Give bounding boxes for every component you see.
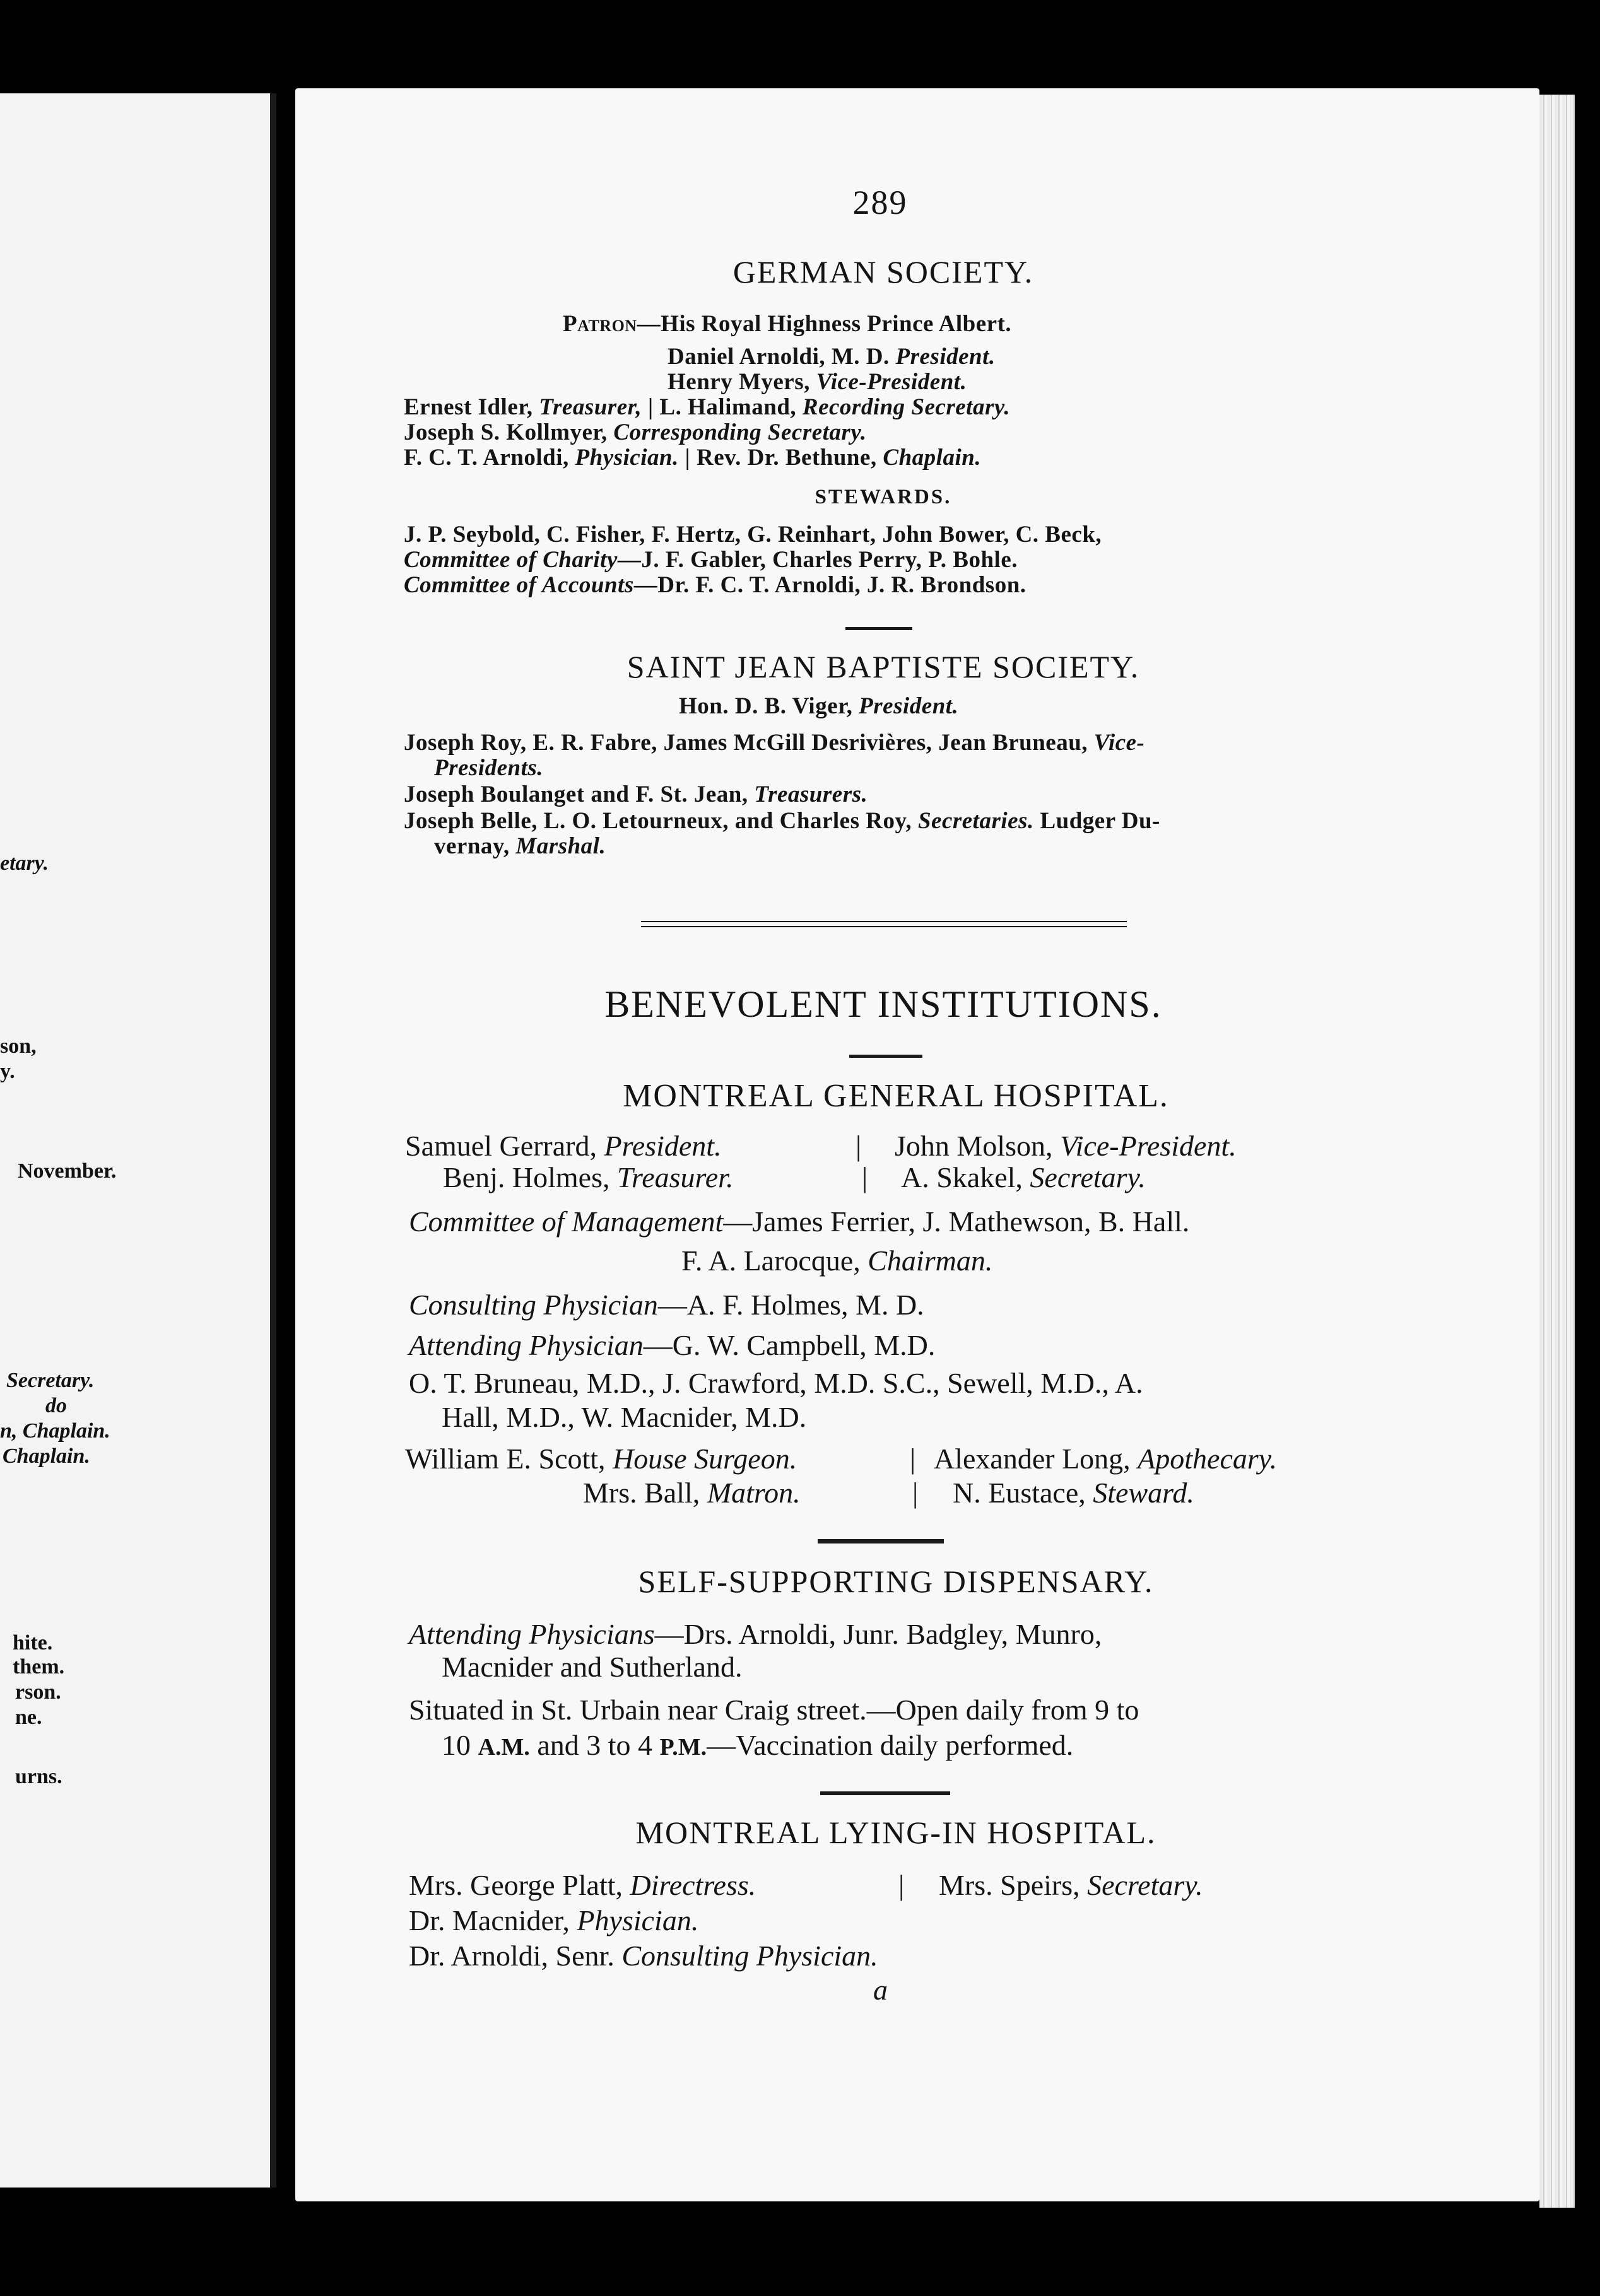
column-divider: | bbox=[862, 1161, 868, 1193]
double-rule-top bbox=[641, 921, 1127, 922]
committee-of-charity: Committee of Charity—J. F. Gabler, Charles Perry, P. Bohle. bbox=[404, 547, 1018, 573]
column-divider: | bbox=[910, 1443, 916, 1475]
column-divider: | bbox=[898, 1869, 905, 1901]
left-fragment: do bbox=[45, 1394, 67, 1417]
left-fragment: Secretary. bbox=[6, 1369, 95, 1392]
mlih-directress: Mrs. George Platt, Directress. bbox=[409, 1869, 756, 1901]
left-fragment: son, bbox=[0, 1034, 37, 1058]
left-fragment: rson. bbox=[15, 1680, 61, 1704]
left-fragment: y. bbox=[0, 1060, 15, 1083]
left-fragment: hite. bbox=[13, 1631, 53, 1655]
section-title-montreal-lying-in-hospital: MONTREAL LYING-IN HOSPITAL. bbox=[635, 1815, 1156, 1850]
ssd-attending-physicians-cont: Macnider and Sutherland. bbox=[442, 1651, 743, 1683]
german-president: Daniel Arnoldi, M. D. President. bbox=[668, 344, 996, 370]
sjb-treasurers: Joseph Boulanget and F. St. Jean, Treasurers. bbox=[404, 782, 868, 807]
mgh-physicians-line1: O. T. Bruneau, M.D., J. Crawford, M.D. S.C., Sewell, M.D., A. bbox=[409, 1367, 1143, 1399]
mgh-apothecary: Alexander Long, Apothecary. bbox=[934, 1443, 1278, 1475]
left-fragment: November. bbox=[18, 1159, 117, 1183]
mgh-chairman: F. A. Larocque, Chairman. bbox=[681, 1245, 993, 1277]
left-fragment: urns. bbox=[15, 1765, 62, 1788]
left-fragment: n, Chaplain. bbox=[0, 1419, 110, 1443]
mgh-matron: Mrs. Ball, Matron. bbox=[583, 1477, 801, 1509]
mlih-consulting-physician: Dr. Arnoldi, Senr. Consulting Physician. bbox=[409, 1940, 878, 1972]
left-fragment: them. bbox=[13, 1655, 65, 1678]
left-fragment: etary. bbox=[0, 852, 49, 875]
mgh-vice-president: John Molson, Vice-President. bbox=[895, 1130, 1237, 1162]
page-edge bbox=[1539, 95, 1575, 2208]
german-corresponding-secretary: Joseph S. Kollmyer, Corresponding Secretary. bbox=[404, 419, 867, 445]
mgh-president: Samuel Gerrard, President. bbox=[405, 1130, 722, 1162]
mgh-house-surgeon: William E. Scott, House Surgeon. bbox=[405, 1443, 797, 1475]
mgh-physicians-line2: Hall, M.D., W. Macnider, M.D. bbox=[442, 1401, 807, 1433]
mlih-physician: Dr. Macnider, Physician. bbox=[409, 1904, 699, 1936]
page-number: 289 bbox=[852, 184, 908, 221]
sjb-vice-presidents-cont: Presidents. bbox=[434, 755, 544, 781]
section-title-german-society: GERMAN SOCIETY. bbox=[732, 254, 1034, 290]
mgh-attending-physician: Attending Physician—G. W. Campbell, M.D. bbox=[409, 1329, 936, 1361]
ssd-location-hours: Situated in St. Urbain near Craig street.—Open daily from 9 to bbox=[409, 1694, 1139, 1726]
section-title-self-supporting-dispensary: SELF-SUPPORTING DISPENSARY. bbox=[638, 1564, 1154, 1599]
sjb-vice-presidents: Joseph Roy, E. R. Fabre, James McGill Desrivières, Jean Bruneau, Vice- bbox=[404, 730, 1145, 756]
section-divider bbox=[820, 1791, 950, 1795]
mgh-steward: N. Eustace, Steward. bbox=[953, 1477, 1194, 1509]
column-divider: | bbox=[912, 1477, 919, 1509]
section-divider bbox=[845, 627, 912, 630]
committee-of-accounts: Committee of Accounts—Dr. F. C. T. Arnoldi, J. R. Brondson. bbox=[404, 572, 1026, 598]
left-page-fragment bbox=[0, 93, 276, 2188]
column-divider: | bbox=[856, 1130, 862, 1162]
sjb-secretaries: Joseph Belle, L. O. Letourneux, and Charles Roy, Secretaries. Ludger Du- bbox=[404, 808, 1160, 834]
left-fragment: Chaplain. bbox=[3, 1444, 90, 1468]
mgh-treasurer: Benj. Holmes, Treasurer. bbox=[443, 1161, 734, 1193]
mlih-secretary: Mrs. Speirs, Secretary. bbox=[939, 1869, 1203, 1901]
mgh-consulting-physician: Consulting Physician—A. F. Holmes, M. D. bbox=[409, 1289, 924, 1321]
sjb-marshal: vernay, Marshal. bbox=[434, 833, 606, 859]
stewards-heading: STEWARDS. bbox=[815, 486, 952, 508]
left-fragment: ne. bbox=[15, 1706, 42, 1729]
section-title-montreal-general-hospital: MONTREAL GENERAL HOSPITAL. bbox=[623, 1078, 1169, 1114]
stewards-list: J. P. Seybold, C. Fisher, F. Hertz, G. Reinhart, John Bower, C. Beck, bbox=[404, 522, 1102, 548]
german-physician-chaplain: F. C. T. Arnoldi, Physician. | Rev. Dr. Bethune, Chaplain. bbox=[404, 445, 982, 471]
ssd-attending-physicians: Attending Physicians—Drs. Arnoldi, Junr. Badgley, Munro, bbox=[409, 1618, 1102, 1650]
section-divider bbox=[849, 1055, 922, 1058]
section-title-saint-jean-baptiste: SAINT JEAN BAPTISTE SOCIETY. bbox=[626, 649, 1140, 684]
double-rule-bottom bbox=[641, 926, 1127, 927]
mgh-secretary: A. Skakel, Secretary. bbox=[901, 1161, 1146, 1193]
german-patron: Patron—His Royal Highness Prince Albert. bbox=[563, 311, 1012, 337]
signature-mark: a bbox=[873, 1974, 888, 2006]
mgh-committee-of-management: Committee of Management—James Ferrier, J. Mathewson, B. Hall. bbox=[409, 1205, 1190, 1238]
section-divider bbox=[818, 1539, 944, 1543]
ssd-hours-vaccination: 10 A.M. and 3 to 4 P.M.—Vaccination daily performed. bbox=[442, 1729, 1074, 1761]
chapter-title-benevolent-institutions: BENEVOLENT INSTITUTIONS. bbox=[604, 983, 1162, 1025]
german-treasurer-secretary: Ernest Idler, Treasurer, | L. Halimand, Recording Secretary. bbox=[404, 394, 1011, 420]
german-vice-president: Henry Myers, Vice-President. bbox=[668, 369, 967, 395]
sjb-president: Hon. D. B. Viger, President. bbox=[679, 693, 959, 719]
